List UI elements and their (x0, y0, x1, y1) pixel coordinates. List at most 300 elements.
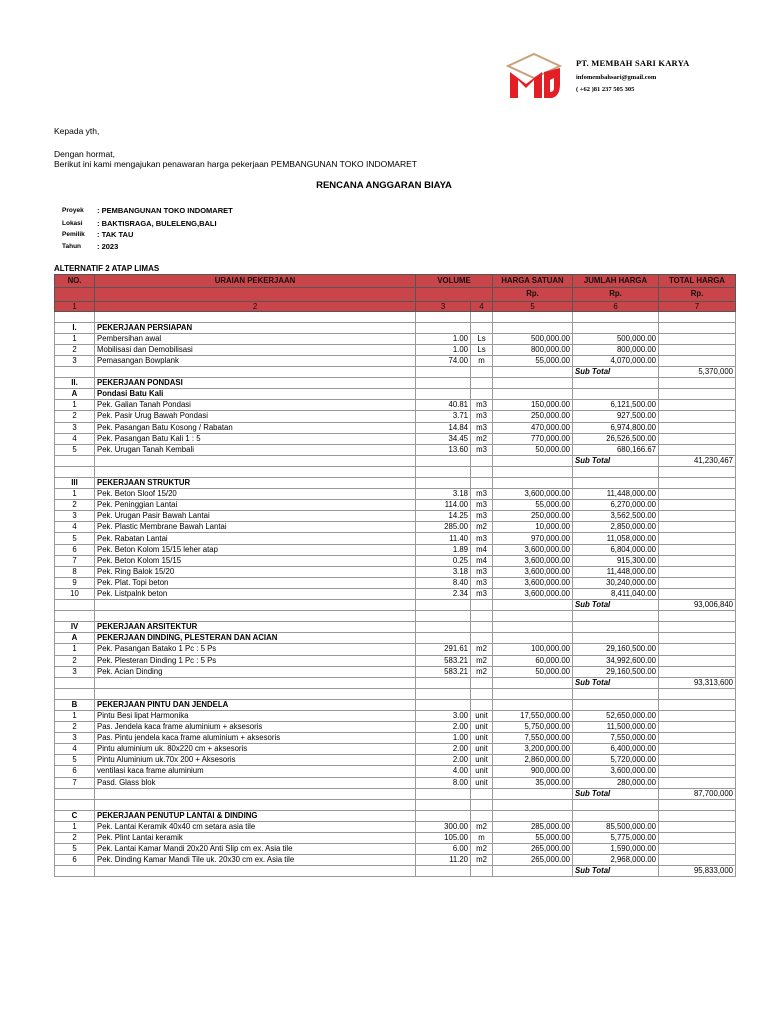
cell-unit (471, 611, 493, 622)
cell-price (493, 622, 573, 633)
item-description: Pek. Urugan Pasir Bawah Lantai (95, 511, 416, 522)
item-unit: m2 (471, 522, 493, 533)
cell-amount (573, 378, 659, 389)
cell-amount (573, 633, 659, 644)
item-description: Pek. Plat. Topi beton (95, 577, 416, 588)
item-unit: unit (471, 710, 493, 721)
item-volume: 4.00 (416, 766, 471, 777)
item-unit-price: 3,600,000.00 (493, 566, 573, 577)
subtotal-value: 41,230,467 (659, 455, 736, 466)
colnum-1: 1 (55, 301, 95, 311)
item-description: Pek. Lantai Keramik 40x40 cm setara asia tile (95, 821, 416, 832)
cell-total (659, 766, 736, 777)
header-blank (416, 288, 493, 301)
subtotal-row (55, 455, 736, 466)
subtotal-row (55, 600, 736, 611)
item-amount: 800,000.00 (573, 344, 659, 355)
cell-total (659, 322, 736, 333)
meta-key-pemilik: Pemilik (62, 231, 85, 238)
cell-total (659, 577, 736, 588)
item-unit-price: 800,000.00 (493, 344, 573, 355)
table-row (55, 344, 736, 355)
item-volume: 300.00 (416, 821, 471, 832)
item-unit: m3 (471, 566, 493, 577)
cell-vol (416, 466, 471, 477)
subtotal-value: 87,700,000 (659, 788, 736, 799)
table-header-row-1 (55, 275, 736, 288)
item-unit: m2 (471, 666, 493, 677)
table-row (55, 744, 736, 755)
item-description: Pek. Lantai Kamar Mandi 20x20 Anti Slip cm ex. Asia tile (95, 844, 416, 855)
item-description: Pintu Aluminium uk.70x 200 + Aksesoris (95, 755, 416, 766)
cell-price (493, 799, 573, 810)
header-blank (55, 288, 95, 301)
document-title: RENCANA ANGGARAN BIAYA (316, 180, 452, 191)
section-row (55, 378, 736, 389)
cell-price (493, 600, 573, 611)
item-unit-price: 10,000.00 (493, 522, 573, 533)
item-unit-price: 770,000.00 (493, 433, 573, 444)
item-unit: m (471, 355, 493, 366)
item-number: 8 (55, 566, 95, 577)
cell-price (493, 378, 573, 389)
section-title: PEKERJAAN PENUTUP LANTAI & DINDING (95, 810, 416, 821)
item-unit-price: 250,000.00 (493, 511, 573, 522)
cell-vol (416, 788, 471, 799)
item-volume: 2.00 (416, 755, 471, 766)
item-amount: 11,448,000.00 (573, 489, 659, 500)
cell-total (659, 433, 736, 444)
table-row (55, 489, 736, 500)
cell-price (493, 788, 573, 799)
item-description: Pek. Pasangan Batu Kosong / Rabatan (95, 422, 416, 433)
cell-total (659, 733, 736, 744)
item-unit-price: 265,000.00 (493, 844, 573, 855)
item-unit: m4 (471, 544, 493, 555)
cell-total (659, 588, 736, 599)
cell-unit (471, 466, 493, 477)
item-volume: 285.00 (416, 522, 471, 533)
item-unit: m2 (471, 644, 493, 655)
cell-price (493, 389, 573, 400)
subtotal-label: Sub Total (573, 455, 659, 466)
item-volume: 14.25 (416, 511, 471, 522)
cell-amount (573, 688, 659, 699)
cell-amount (573, 389, 659, 400)
cell-vol (416, 699, 471, 710)
cell-no (55, 688, 95, 699)
letter-salutation: Dengan hormat, (54, 149, 115, 159)
table-row (55, 400, 736, 411)
item-unit: m3 (471, 588, 493, 599)
item-unit-price: 55,000.00 (493, 355, 573, 366)
item-volume: 2.34 (416, 588, 471, 599)
header-volume: VOLUME (416, 275, 493, 288)
item-unit-price: 3,600,000.00 (493, 588, 573, 599)
item-unit-price: 3,600,000.00 (493, 544, 573, 555)
cell-vol (416, 367, 471, 378)
cell-vol (416, 611, 471, 622)
section-title: PEKERJAAN ARSITEKTUR (95, 622, 416, 633)
item-volume: 3.71 (416, 411, 471, 422)
cell-vol (416, 866, 471, 877)
item-description: Pek. Plint Lantai keramik (95, 833, 416, 844)
header-total-harga (659, 275, 736, 288)
item-amount: 11,500,000.00 (573, 722, 659, 733)
item-unit: unit (471, 777, 493, 788)
cell-total (659, 478, 736, 489)
cell-vol (416, 799, 471, 810)
table-row (55, 655, 736, 666)
item-amount: 6,121,500.00 (573, 400, 659, 411)
item-volume: 3.18 (416, 566, 471, 577)
item-number: 2 (55, 833, 95, 844)
item-amount: 2,968,000.00 (573, 855, 659, 866)
item-unit: m3 (471, 411, 493, 422)
item-volume: 105.00 (416, 833, 471, 844)
item-amount: 2,850,000.00 (573, 522, 659, 533)
section-row (55, 633, 736, 644)
company-email: infomembahsari@gmail.com (576, 74, 657, 81)
cell-total (659, 633, 736, 644)
cell-price (493, 322, 573, 333)
cell-price (493, 677, 573, 688)
item-number: 3 (55, 355, 95, 366)
item-unit-price: 470,000.00 (493, 422, 573, 433)
item-description: Mobilisasi dan Demobilisasi (95, 344, 416, 355)
cell-unit (471, 478, 493, 489)
item-unit: m2 (471, 855, 493, 866)
table-row (55, 844, 736, 855)
item-unit: m3 (471, 489, 493, 500)
section-number: IV (55, 622, 95, 633)
cell-unit (471, 455, 493, 466)
item-volume: 11.40 (416, 533, 471, 544)
cell-total (659, 389, 736, 400)
cell-vol (416, 322, 471, 333)
table-row (55, 333, 736, 344)
item-volume: 583.21 (416, 666, 471, 677)
cell-no (55, 611, 95, 622)
cell-desc (95, 611, 416, 622)
cell-desc (95, 799, 416, 810)
cell-total (659, 710, 736, 721)
cell-vol (416, 622, 471, 633)
cell-unit (471, 622, 493, 633)
cell-unit (471, 688, 493, 699)
table-row (55, 555, 736, 566)
item-description: Pek. Ring Balok 15/20 (95, 566, 416, 577)
item-volume: 1.00 (416, 344, 471, 355)
cell-total (659, 311, 736, 322)
item-amount: 30,240,000.00 (573, 577, 659, 588)
item-amount: 680,166.67 (573, 444, 659, 455)
colnum-4: 4 (471, 301, 493, 311)
item-unit-price: 50,000.00 (493, 666, 573, 677)
item-amount: 280,000.00 (573, 777, 659, 788)
item-number: 2 (55, 722, 95, 733)
cell-price (493, 478, 573, 489)
item-description: Pek. Beton Kolom 15/15 leher atap (95, 544, 416, 555)
cell-amount (573, 478, 659, 489)
subtotal-value: 95,833,000 (659, 866, 736, 877)
item-number: 3 (55, 511, 95, 522)
cell-unit (471, 378, 493, 389)
item-description: Pek. Plastic Membrane Bawah Lantai (95, 522, 416, 533)
item-unit-price: 150,000.00 (493, 400, 573, 411)
item-description: Pek. Pasir Urug Bawah Pondasi (95, 411, 416, 422)
item-unit-price: 265,000.00 (493, 855, 573, 866)
item-number: 3 (55, 422, 95, 433)
cell-unit (471, 810, 493, 821)
item-volume: 0.25 (416, 555, 471, 566)
cell-total (659, 544, 736, 555)
cell-unit (471, 677, 493, 688)
company-name: PT. MEMBAH SARI KARYA (576, 58, 690, 68)
cell-desc (95, 600, 416, 611)
item-description: Pek. Dinding Kamar Mandi Tile uk. 20x30 cm ex. Asia tile (95, 855, 416, 866)
cell-unit (471, 389, 493, 400)
cell-vol (416, 455, 471, 466)
cell-total (659, 566, 736, 577)
cell-no (55, 311, 95, 322)
table-body (55, 311, 736, 877)
item-number: 2 (55, 344, 95, 355)
section-number: II. (55, 378, 95, 389)
blank-row (55, 611, 736, 622)
cell-total (659, 688, 736, 699)
item-amount: 6,400,000.00 (573, 744, 659, 755)
cell-total (659, 333, 736, 344)
table-row (55, 855, 736, 866)
item-description: Pembersihan awal (95, 333, 416, 344)
cell-total (659, 699, 736, 710)
table-row (55, 733, 736, 744)
cell-total (659, 844, 736, 855)
cell-total (659, 777, 736, 788)
item-unit-price: 55,000.00 (493, 500, 573, 511)
item-number: 5 (55, 444, 95, 455)
section-row (55, 699, 736, 710)
item-unit-price: 2,860,000.00 (493, 755, 573, 766)
table-row (55, 766, 736, 777)
colnum-5: 5 (493, 301, 573, 311)
item-description: Pek. Urugan Tanah Kembali (95, 444, 416, 455)
section-title: PEKERJAAN STRUKTUR (95, 478, 416, 489)
section-number: A (55, 389, 95, 400)
item-amount: 11,058,000.00 (573, 533, 659, 544)
item-volume: 1.89 (416, 544, 471, 555)
cell-total (659, 744, 736, 755)
blank-row (55, 799, 736, 810)
subtotal-label: Sub Total (573, 788, 659, 799)
meta-key-lokasi: Lokasi (62, 220, 83, 227)
cell-total (659, 622, 736, 633)
section-title: PEKERJAAN PERSIAPAN (95, 322, 416, 333)
item-description: Pek. Pasangan Batako 1 Pc : 5 Ps (95, 644, 416, 655)
cell-no (55, 799, 95, 810)
cell-unit (471, 699, 493, 710)
item-unit-price: 3,200,000.00 (493, 744, 573, 755)
item-description: ventilasi kaca frame aluminium (95, 766, 416, 777)
item-amount: 52,650,000.00 (573, 710, 659, 721)
cell-total (659, 666, 736, 677)
item-description: Pek. Listpalnk beton (95, 588, 416, 599)
item-amount: 3,600,000.00 (573, 766, 659, 777)
item-unit: m3 (471, 400, 493, 411)
cell-vol (416, 478, 471, 489)
blank-row (55, 466, 736, 477)
section-number: B (55, 699, 95, 710)
cell-price (493, 367, 573, 378)
cell-no (55, 455, 95, 466)
cell-price (493, 699, 573, 710)
item-description: Pas. Jendela kaca frame aluminium + aksesoris (95, 722, 416, 733)
item-volume: 11.20 (416, 855, 471, 866)
item-number: 3 (55, 666, 95, 677)
item-unit-price: 7,550,000.00 (493, 733, 573, 744)
section-number: I. (55, 322, 95, 333)
item-description: Pemasangan Bowplank (95, 355, 416, 366)
cell-total (659, 644, 736, 655)
item-amount: 7,550,000.00 (573, 733, 659, 744)
cell-amount (573, 799, 659, 810)
item-number: 4 (55, 744, 95, 755)
item-amount: 85,500,000.00 (573, 821, 659, 832)
cell-price (493, 466, 573, 477)
cell-total (659, 411, 736, 422)
cell-vol (416, 688, 471, 699)
item-unit: m3 (471, 533, 493, 544)
company-logo (506, 52, 562, 102)
item-amount: 927,500.00 (573, 411, 659, 422)
table-row (55, 666, 736, 677)
item-unit-price: 500,000.00 (493, 333, 573, 344)
table-row (55, 500, 736, 511)
item-unit-price: 3,600,000.00 (493, 577, 573, 588)
cell-amount (573, 311, 659, 322)
item-number: 1 (55, 489, 95, 500)
item-unit-price: 900,000.00 (493, 766, 573, 777)
table-row (55, 644, 736, 655)
item-number: 1 (55, 333, 95, 344)
item-number: 5 (55, 844, 95, 855)
cell-total (659, 466, 736, 477)
item-unit-price: 285,000.00 (493, 821, 573, 832)
cell-amount (573, 611, 659, 622)
item-volume: 2.00 (416, 722, 471, 733)
item-unit: unit (471, 733, 493, 744)
subtotal-row (55, 788, 736, 799)
item-number: 1 (55, 821, 95, 832)
colnum-6: 6 (573, 301, 659, 311)
item-number: 2 (55, 500, 95, 511)
item-amount: 34,992,600.00 (573, 655, 659, 666)
header-harga-satuan-label: HARGA SATUAN (501, 276, 564, 286)
cell-total (659, 533, 736, 544)
item-description: Pek. Pasangan Batu Kali 1 : 5 (95, 433, 416, 444)
cell-total (659, 355, 736, 366)
cell-unit (471, 311, 493, 322)
meta-value-pemilik: : TAK TAU (97, 230, 134, 239)
item-unit-price: 60,000.00 (493, 655, 573, 666)
table-row (55, 511, 736, 522)
section-number: III (55, 478, 95, 489)
item-unit-price: 970,000.00 (493, 533, 573, 544)
item-volume: 34.45 (416, 433, 471, 444)
item-number: 6 (55, 855, 95, 866)
item-volume: 14.84 (416, 422, 471, 433)
cell-no (55, 866, 95, 877)
table-row (55, 577, 736, 588)
meta-value-lokasi: : BAKTISRAGA, BULELENG,BALI (97, 219, 217, 228)
table-row (55, 544, 736, 555)
cell-total (659, 722, 736, 733)
item-unit-price: 50,000.00 (493, 444, 573, 455)
item-volume: 3.18 (416, 489, 471, 500)
cell-price (493, 866, 573, 877)
cell-total (659, 611, 736, 622)
cell-total (659, 378, 736, 389)
cell-desc (95, 677, 416, 688)
item-unit: m3 (471, 500, 493, 511)
item-description: Pek. Rabatan Lantai (95, 533, 416, 544)
header-total-harga-label: TOTAL HARGA (669, 276, 725, 286)
cell-vol (416, 677, 471, 688)
table-row (55, 422, 736, 433)
item-unit-price: 3,600,000.00 (493, 489, 573, 500)
item-unit-price: 55,000.00 (493, 833, 573, 844)
item-number: 1 (55, 400, 95, 411)
meta-value-tahun: : 2023 (97, 242, 119, 251)
item-amount: 6,270,000.00 (573, 500, 659, 511)
item-volume: 74.00 (416, 355, 471, 366)
item-unit: Ls (471, 333, 493, 344)
item-unit: unit (471, 766, 493, 777)
subtotal-value: 5,370,000 (659, 367, 736, 378)
item-number: 1 (55, 644, 95, 655)
item-amount: 5,720,000.00 (573, 755, 659, 766)
table-row (55, 755, 736, 766)
item-unit: m4 (471, 555, 493, 566)
section-row (55, 322, 736, 333)
blank-row (55, 688, 736, 699)
table-row (55, 444, 736, 455)
item-number: 3 (55, 733, 95, 744)
cell-total (659, 489, 736, 500)
table-row (55, 533, 736, 544)
item-number: 4 (55, 433, 95, 444)
item-unit: m2 (471, 433, 493, 444)
section-row (55, 810, 736, 821)
item-unit: m2 (471, 655, 493, 666)
subtotal-row (55, 367, 736, 378)
cell-desc (95, 311, 416, 322)
item-volume: 1.00 (416, 733, 471, 744)
budget-table (54, 274, 736, 877)
item-volume: 583.21 (416, 655, 471, 666)
cell-desc (95, 367, 416, 378)
cell-total (659, 522, 736, 533)
cell-vol (416, 633, 471, 644)
item-amount: 4,070,000.00 (573, 355, 659, 366)
item-unit: unit (471, 744, 493, 755)
item-volume: 8.00 (416, 777, 471, 788)
cell-vol (416, 600, 471, 611)
cell-total (659, 555, 736, 566)
cell-vol (416, 389, 471, 400)
cell-unit (471, 367, 493, 378)
